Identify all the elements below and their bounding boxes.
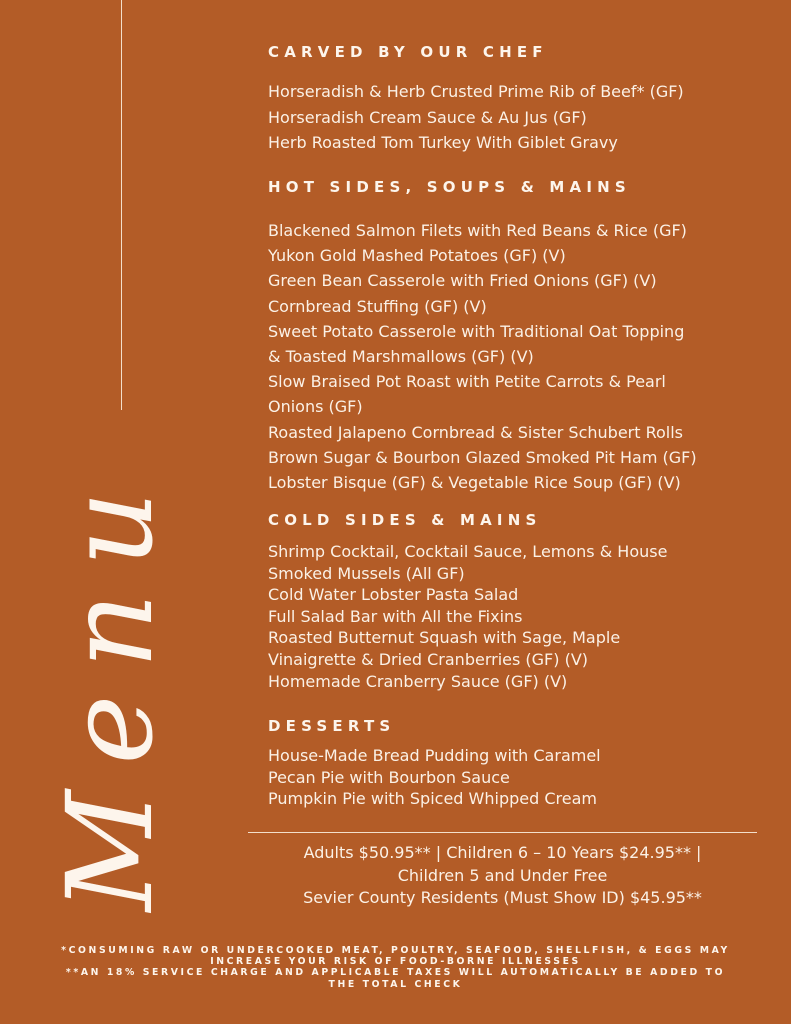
menu-item: Full Salad Bar with All the Fixins (268, 606, 523, 626)
footnotes (20, 945, 771, 990)
pricing-line: Sevier County Residents (Must Show ID) $45.95** (303, 888, 702, 907)
menu-item: Roasted Butternut Squash with Sage, Maple (268, 628, 621, 648)
menu-item: Yukon Gold Mashed Potatoes (GF) (V) (268, 246, 566, 266)
menu-item: Horseradish Cream Sauce & Au Jus (GF) (268, 107, 587, 127)
footnote-line: THE TOTAL CHECK (328, 978, 463, 990)
menu-item-list (268, 218, 768, 495)
footnote-line: *CONSUMING RAW OR UNDERCOOKED MEAT, POULTRY, SEAFOOD, SHELLFISH, & EGGS MAY (61, 945, 730, 956)
menu-item: Brown Sugar & Bourbon Glazed Smoked Pit Ham (GF) (268, 447, 697, 467)
section-heading: COLD SIDES & MAINS (268, 511, 542, 529)
section-heading: HOT SIDES, SOUPS & MAINS (268, 178, 631, 196)
pricing-line: Children 5 and Under Free (397, 865, 608, 885)
menu-item: Green Bean Casserole with Fried Onions (GF) (V) (268, 271, 657, 291)
menu-item: Pumpkin Pie with Spiced Whipped Cream (268, 789, 597, 808)
menu-item: Slow Braised Pot Roast with Petite Carrots & Pearl (268, 372, 666, 392)
menu-item: Vinaigrette & Dried Cranberries (GF) (V) (268, 649, 589, 669)
menu-item: Blackened Salmon Filets with Red Beans & Rice (GF) (268, 221, 687, 240)
section-heading: CARVED BY OUR CHEF (268, 43, 548, 61)
menu-title: Menu (41, 464, 179, 912)
footnote-line: INCREASE YOUR RISK OF FOOD-BORNE ILLNESSES (210, 956, 581, 968)
menu-item: Cornbread Stuffing (GF) (V) (268, 296, 487, 316)
section-carved-by-our-chef (268, 43, 768, 156)
menu-item: House-Made Bread Pudding with Caramel (268, 746, 601, 765)
section-hot-sides-soups-mains (268, 178, 768, 495)
menu-item-list (268, 745, 768, 810)
menu-item: Pecan Pie with Bourbon Sauce (268, 767, 510, 787)
menu-item: & Toasted Marshmallows (GF) (V) (268, 347, 534, 367)
menu-item: Smoked Mussels (All GF) (268, 563, 465, 583)
menu-item: Homemade Cranberry Sauce (GF) (V) (268, 671, 568, 691)
menu-item: Cold Water Lobster Pasta Salad (268, 585, 519, 605)
vertical-divider (121, 0, 122, 410)
menu-item: Onions (GF) (268, 397, 363, 417)
menu-item: Horseradish & Herb Crusted Prime Rib of Beef* (GF) (268, 82, 684, 101)
menu-item-list (268, 79, 768, 156)
menu-item: Sweet Potato Casserole with Traditional Oat Topping (268, 321, 685, 341)
pricing-block (248, 842, 757, 910)
menu-item: Roasted Jalapeno Cornbread & Sister Schubert Rolls (268, 422, 684, 442)
section-desserts (268, 717, 768, 810)
menu-item: Lobster Bisque (GF) & Vegetable Rice Soup (GF) (V) (268, 473, 681, 493)
menu-item: Herb Roasted Tom Turkey With Giblet Gravy (268, 133, 618, 152)
pricing-line: Adults $50.95** | Children 6 – 10 Years $24.95** | (303, 843, 702, 862)
section-heading: DESSERTS (268, 717, 396, 735)
footnote-line: **AN 18% SERVICE CHARGE AND APPLICABLE TAXES WILL AUTOMATICALLY BE ADDED TO (65, 967, 726, 979)
section-cold-sides-mains (268, 511, 768, 692)
menu-item-list (268, 541, 768, 692)
menu-item: Shrimp Cocktail, Cocktail Sauce, Lemons & House (268, 542, 668, 561)
horizontal-divider (248, 832, 757, 833)
